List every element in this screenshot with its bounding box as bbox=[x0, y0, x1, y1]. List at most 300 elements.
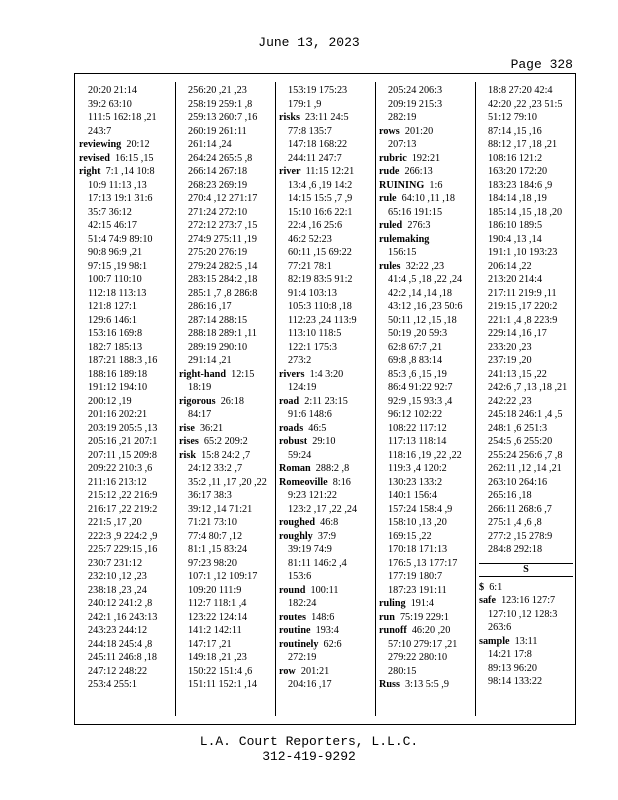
index-refs: 276:3 bbox=[402, 220, 431, 231]
index-entry bbox=[379, 611, 473, 625]
index-refs: 6:1 bbox=[484, 581, 503, 593]
index-refs-continued: 85:3 ,6 ,15 ,19 bbox=[388, 368, 447, 380]
index-column-2 bbox=[179, 84, 273, 692]
index-refs: 193:4 bbox=[310, 625, 339, 636]
index-refs-continued: 264:24 265:5 ,8 bbox=[188, 152, 253, 164]
index-term: road bbox=[279, 395, 300, 407]
index-refs: 1:6 bbox=[424, 179, 443, 191]
index-refs-continued: 51:12 79:10 bbox=[488, 112, 537, 123]
index-refs-continued: 82:19 83:5 91:2 bbox=[288, 274, 353, 285]
index-refs-continued: 263:10 264:16 bbox=[488, 476, 548, 488]
index-term: Russ bbox=[379, 679, 400, 690]
index-refs-continued: 230:7 231:12 bbox=[88, 557, 143, 569]
index-refs-continued: 207:13 bbox=[388, 139, 417, 150]
index-refs-continued: 9:23 121:22 bbox=[288, 490, 337, 501]
index-refs-continued: 244:11 247:7 bbox=[288, 152, 342, 164]
index-entry bbox=[379, 260, 473, 274]
index-refs-continued: 187:21 188:3 ,16 bbox=[88, 355, 158, 366]
index-term: rules bbox=[379, 260, 401, 272]
index-refs: 123:16 127:7 bbox=[495, 595, 556, 606]
index-entry bbox=[379, 597, 473, 611]
index-refs-continued: 62:8 67:7 ,21 bbox=[388, 341, 443, 353]
index-entry bbox=[279, 624, 373, 638]
index-term: rubric bbox=[379, 152, 407, 164]
index-refs-continued: 163:20 172:20 bbox=[488, 166, 548, 177]
index-refs-continued: 92:9 ,15 93:3 ,4 bbox=[388, 395, 453, 407]
index-refs-continued: 263:6 bbox=[488, 622, 512, 633]
index-refs-continued: 15:10 16:6 22:1 bbox=[288, 206, 353, 218]
index-refs-continued: 217:11 219:9 ,11 bbox=[488, 287, 557, 299]
index-refs: 266:13 bbox=[399, 166, 433, 177]
index-refs-continued: 147:18 168:22 bbox=[288, 139, 348, 150]
index-refs-continued: 42:15 46:17 bbox=[88, 220, 137, 231]
index-refs-continued: 184:14 ,18 ,19 bbox=[488, 193, 547, 204]
index-refs: 32:22 ,23 bbox=[400, 260, 445, 272]
index-refs-continued: 150:22 151:4 ,6 bbox=[188, 665, 253, 677]
index-refs: 65:2 209:2 bbox=[198, 436, 248, 447]
index-refs: 23:11 24:5 bbox=[299, 112, 349, 123]
index-refs-continued: 151:11 152:1 ,14 bbox=[188, 679, 257, 690]
index-refs-continued: 206:14 ,22 bbox=[488, 260, 532, 272]
index-refs-continued: 221:1 ,4 ,8 223:9 bbox=[488, 314, 558, 326]
index-term: rule bbox=[379, 193, 397, 204]
index-refs-continued: 179:1 ,9 bbox=[288, 98, 322, 110]
index-term: roads bbox=[279, 422, 304, 434]
index-refs-continued: 275:1 ,4 ,6 ,8 bbox=[488, 517, 542, 528]
index-refs-continued: 51:4 74:9 89:10 bbox=[88, 233, 153, 245]
index-refs-continued: 86:4 91:22 92:7 bbox=[388, 382, 453, 393]
index-refs-continued: 119:3 ,4 120:2 bbox=[388, 463, 447, 474]
index-entry bbox=[179, 422, 273, 436]
index-refs-continued: 77:21 78:1 bbox=[288, 260, 332, 272]
index-refs: 26:18 bbox=[215, 395, 244, 407]
index-refs-continued: 209:19 215:3 bbox=[388, 98, 443, 110]
index-refs-continued: 270:4 ,12 271:17 bbox=[188, 193, 258, 204]
index-refs-continued: 255:24 256:6 ,7 ,8 bbox=[488, 449, 563, 461]
index-refs-continued: 242:1 ,16 243:13 bbox=[88, 611, 158, 623]
index-entry bbox=[279, 530, 373, 544]
index-refs-continued: 211:16 213:12 bbox=[88, 476, 147, 488]
index-refs: 16:15 ,15 bbox=[109, 152, 154, 164]
index-refs-continued: 153:16 169:8 bbox=[88, 328, 143, 339]
index-refs-continued: 286:16 ,17 bbox=[188, 301, 232, 312]
header-date: June 13, 2023 bbox=[258, 35, 360, 50]
index-refs-continued: 254:5 ,6 255:20 bbox=[488, 436, 553, 447]
index-refs-continued: 107:1 ,12 109:17 bbox=[188, 571, 258, 582]
index-term: ruled bbox=[379, 220, 403, 231]
index-refs-continued: 283:15 284:2 ,18 bbox=[188, 274, 258, 285]
index-entry bbox=[379, 125, 473, 139]
index-term: risks bbox=[279, 112, 300, 123]
index-entry bbox=[279, 665, 373, 679]
column-divider bbox=[475, 82, 476, 716]
index-term: reviewing bbox=[79, 139, 122, 150]
index-refs-continued: 271:24 272:10 bbox=[188, 206, 248, 218]
index-refs-continued: 97:15 ,19 98:1 bbox=[88, 260, 148, 272]
index-refs: 15:8 24:2 ,7 bbox=[195, 449, 251, 461]
index-refs: 11:15 12:21 bbox=[300, 166, 355, 177]
index-refs-continued: 22:4 ,16 25:6 bbox=[288, 220, 343, 231]
index-entry bbox=[279, 368, 373, 382]
index-refs-continued: 112:18 113:13 bbox=[88, 287, 147, 299]
index-refs-continued: 213:20 214:4 bbox=[488, 274, 543, 285]
index-refs-continued: 98:14 133:22 bbox=[488, 676, 543, 687]
index-term: rude bbox=[379, 166, 400, 177]
index-refs-continued: 158:10 ,13 ,20 bbox=[388, 517, 447, 528]
index-refs-continued: 182:24 bbox=[288, 598, 317, 609]
index-refs-continued: 123:2 ,17 ,22 ,24 bbox=[288, 503, 358, 515]
index-refs-continued: 20:20 21:14 bbox=[88, 85, 137, 96]
index-refs: 1:4 3:20 bbox=[304, 368, 344, 380]
index-term: rises bbox=[179, 436, 199, 447]
index-refs-continued: 222:3 ,9 224:2 ,9 bbox=[88, 530, 158, 542]
index-refs-continued: 10:9 11:13 ,13 bbox=[88, 179, 147, 191]
index-term: rigorous bbox=[179, 395, 216, 407]
index-term: safe bbox=[479, 595, 496, 606]
index-refs-continued: 71:21 73:10 bbox=[188, 517, 237, 528]
index-refs-continued: 97:23 98:20 bbox=[188, 557, 237, 569]
index-refs: 46:20 ,20 bbox=[406, 625, 451, 636]
index-column-4 bbox=[379, 84, 473, 692]
index-refs-continued: 140:1 156:4 bbox=[388, 490, 437, 501]
index-entry bbox=[279, 611, 373, 625]
index-refs-continued: 273:2 bbox=[288, 355, 312, 366]
index-refs-continued: 121:8 127:1 bbox=[88, 301, 137, 312]
index-refs-continued: 242:22 ,23 bbox=[488, 395, 532, 407]
index-entry bbox=[379, 192, 473, 206]
footer-phone: 312-419-9292 bbox=[262, 749, 356, 764]
index-refs-continued: 169:15 ,22 bbox=[388, 530, 432, 542]
index-refs-continued: 177:19 180:7 bbox=[388, 571, 443, 582]
index-refs-continued: 238:18 ,23 ,24 bbox=[88, 584, 147, 596]
index-refs-continued: 209:22 210:3 ,6 bbox=[88, 463, 153, 474]
index-refs-continued: 277:2 ,15 278:9 bbox=[488, 530, 553, 542]
index-refs-continued: 266:14 267:18 bbox=[188, 166, 248, 177]
index-entry bbox=[79, 138, 173, 152]
index-refs-continued: 35:2 ,11 ,17 ,20 ,22 bbox=[188, 476, 267, 488]
index-refs: 191:4 bbox=[405, 598, 434, 609]
index-refs-continued: 188:16 189:18 bbox=[88, 368, 148, 380]
index-refs-continued: 187:23 191:11 bbox=[388, 584, 447, 596]
index-refs: 29:10 bbox=[307, 436, 336, 447]
index-refs-continued: 284:8 292:18 bbox=[488, 544, 543, 555]
index-term: round bbox=[279, 584, 306, 596]
index-refs-continued: 88:12 ,17 ,18 ,21 bbox=[488, 139, 558, 150]
index-term: revised bbox=[79, 152, 110, 164]
index-refs-continued: 109:20 111:9 bbox=[188, 584, 242, 596]
index-refs-continued: 59:24 bbox=[288, 449, 312, 461]
index-refs-continued: 259:13 260:7 ,16 bbox=[188, 112, 258, 123]
index-refs-continued: 90:8 96:9 ,21 bbox=[88, 247, 143, 258]
index-refs-continued: 112:23 ,24 113:9 bbox=[288, 314, 357, 326]
index-refs-continued: 108:22 117:12 bbox=[388, 422, 447, 434]
index-refs: 64:10 ,11 ,18 bbox=[396, 193, 456, 204]
index-refs-continued: 233:20 ,23 bbox=[488, 341, 532, 353]
index-refs-continued: 191:1 ,10 193:23 bbox=[488, 247, 558, 258]
index-refs: 36:21 bbox=[194, 422, 224, 434]
index-refs-continued: 65:16 191:15 bbox=[388, 206, 443, 218]
index-refs-continued: 42:2 ,14 ,14 ,18 bbox=[388, 287, 452, 299]
index-refs-continued: 241:13 ,15 ,22 bbox=[488, 368, 547, 380]
index-entry bbox=[279, 584, 373, 598]
index-refs-continued: 243:7 bbox=[88, 125, 112, 137]
index-refs-continued: 204:16 ,17 bbox=[288, 679, 332, 690]
index-refs-continued: 112:7 118:1 ,4 bbox=[188, 598, 247, 609]
index-refs: 288:2 ,8 bbox=[310, 463, 350, 474]
index-refs-continued: 247:12 248:22 bbox=[88, 665, 148, 677]
index-refs-continued: 157:24 158:4 ,9 bbox=[388, 503, 453, 515]
index-refs-continued: 185:14 ,15 ,18 ,20 bbox=[488, 206, 563, 218]
index-entry bbox=[379, 219, 473, 233]
index-entry bbox=[379, 165, 473, 179]
index-refs-continued: 77:8 135:7 bbox=[288, 125, 332, 137]
index-refs-continued: 50:11 ,12 ,15 ,18 bbox=[388, 314, 457, 326]
index-entry bbox=[379, 624, 473, 638]
index-refs-continued: 42:20 ,22 ,23 51:5 bbox=[488, 98, 563, 110]
index-refs-continued: 258:19 259:1 ,8 bbox=[188, 98, 253, 110]
index-entry bbox=[179, 449, 273, 463]
index-refs-continued: 39:12 ,14 71:21 bbox=[188, 503, 253, 515]
index-refs-continued: 243:23 244:12 bbox=[88, 625, 148, 636]
index-refs-continued: 46:2 52:23 bbox=[288, 233, 332, 245]
index-term: $ bbox=[479, 581, 485, 593]
index-entry bbox=[279, 462, 373, 476]
index-refs-continued: 43:12 ,16 ,23 50:6 bbox=[388, 301, 463, 312]
index-entry bbox=[179, 368, 273, 382]
index-refs-continued: 291:14 ,21 bbox=[188, 355, 232, 366]
index-entry bbox=[279, 165, 373, 179]
index-entry bbox=[279, 395, 373, 409]
index-term: run bbox=[379, 611, 395, 623]
index-refs-continued: 287:14 288:15 bbox=[188, 314, 248, 326]
index-refs-continued: 225:7 229:15 ,16 bbox=[88, 544, 158, 555]
index-column-3 bbox=[279, 84, 373, 692]
index-refs-continued: 153:19 175:23 bbox=[288, 85, 348, 96]
index-refs: 7:1 ,14 10:8 bbox=[100, 166, 155, 177]
index-refs-continued: 108:16 121:2 bbox=[488, 152, 543, 164]
index-term: roughly bbox=[279, 530, 313, 542]
index-refs-continued: 272:12 273:7 ,15 bbox=[188, 220, 258, 231]
column-divider bbox=[175, 82, 176, 716]
index-entry bbox=[279, 435, 373, 449]
index-refs-continued: 182:7 185:13 bbox=[88, 341, 143, 353]
index-entry bbox=[179, 435, 273, 449]
index-refs-continued: 39:19 74:9 bbox=[288, 544, 332, 555]
index-refs-continued: 118:16 ,19 ,22 ,22 bbox=[388, 449, 462, 461]
index-refs-continued: 275:20 276:19 bbox=[188, 247, 248, 258]
index-refs-continued: 81:11 146:2 ,4 bbox=[288, 557, 347, 569]
column-divider bbox=[375, 82, 376, 716]
index-refs-continued: 17:13 19:1 31:6 bbox=[88, 193, 153, 204]
index-refs-continued: 261:14 ,24 bbox=[188, 139, 232, 150]
index-term: river bbox=[279, 166, 301, 177]
index-refs-continued: 240:12 241:2 ,8 bbox=[88, 598, 153, 609]
index-refs-continued: 244:18 245:4 ,8 bbox=[88, 638, 153, 650]
index-refs-continued: 77:4 80:7 ,12 bbox=[188, 530, 243, 542]
index-refs-continued: 18:19 bbox=[188, 382, 212, 393]
index-refs-continued: 232:10 ,12 ,23 bbox=[88, 571, 147, 582]
index-entry bbox=[79, 152, 173, 166]
column-divider bbox=[275, 82, 276, 716]
index-refs-continued: 122:1 175:3 bbox=[288, 341, 337, 353]
index-refs: 2:11 23:15 bbox=[299, 395, 348, 407]
index-refs-continued: 280:15 bbox=[388, 665, 417, 677]
index-refs-continued: 186:10 189:5 bbox=[488, 220, 543, 231]
index-refs-continued: 183:23 184:6 ,9 bbox=[488, 179, 553, 191]
index-term: roughed bbox=[279, 517, 316, 528]
index-refs-continued: 265:16 ,18 bbox=[488, 490, 532, 501]
index-refs-continued: 282:19 bbox=[388, 112, 417, 123]
index-refs-continued: 105:3 110:8 ,18 bbox=[288, 301, 352, 312]
section-letter: S bbox=[479, 563, 573, 577]
index-term: routes bbox=[279, 611, 306, 623]
index-refs-continued: 39:2 63:10 bbox=[88, 98, 132, 110]
index-entry bbox=[479, 594, 573, 608]
index-refs-continued: 18:8 27:20 42:4 bbox=[488, 85, 553, 96]
index-refs-continued: 81:1 ,15 83:24 bbox=[188, 544, 248, 555]
index-refs: 62:6 bbox=[318, 638, 342, 650]
index-entry bbox=[279, 516, 373, 530]
index-refs-continued: 203:19 205:5 ,13 bbox=[88, 422, 158, 434]
index-refs-continued: 57:10 279:17 ,21 bbox=[388, 638, 458, 650]
index-refs-continued: 153:6 bbox=[288, 571, 312, 582]
index-refs: 12:15 bbox=[226, 368, 255, 380]
index-refs-continued: 268:23 269:19 bbox=[188, 179, 248, 191]
index-refs-continued: 91:4 103:13 bbox=[288, 287, 337, 299]
index-refs-continued: 117:13 118:14 bbox=[388, 436, 447, 447]
index-refs-continued: 245:11 246:8 ,18 bbox=[88, 652, 157, 663]
index-refs-continued: 288:18 289:1 ,11 bbox=[188, 328, 257, 339]
header-page-number: Page 328 bbox=[510, 57, 573, 72]
index-refs-continued: 14:21 17:8 bbox=[488, 649, 532, 660]
index-refs-continued: 130:23 133:2 bbox=[388, 476, 443, 488]
index-refs: 46:8 bbox=[315, 517, 339, 528]
index-refs-continued: 36:17 38:3 bbox=[188, 490, 232, 501]
index-term: Romeoville bbox=[279, 476, 328, 488]
index-refs-continued: 237:19 ,20 bbox=[488, 355, 532, 366]
index-entry bbox=[379, 678, 473, 692]
index-refs-continued: 96:12 102:22 bbox=[388, 409, 443, 420]
index-entry bbox=[179, 395, 273, 409]
index-refs-continued: 221:5 ,17 ,20 bbox=[88, 517, 142, 528]
index-refs-continued: 245:18 246:1 ,4 ,5 bbox=[488, 409, 563, 420]
index-refs-continued: 141:2 142:11 bbox=[188, 625, 242, 636]
index-entry bbox=[479, 581, 573, 595]
index-refs-continued: 205:16 ,21 207:1 bbox=[88, 436, 158, 447]
index-refs-continued: 260:19 261:11 bbox=[188, 125, 247, 137]
index-refs-continued: 24:12 33:2 ,7 bbox=[188, 463, 243, 474]
index-entry bbox=[379, 233, 473, 247]
index-entry bbox=[79, 165, 173, 179]
index-refs-continued: 129:6 146:1 bbox=[88, 314, 137, 326]
index-refs-continued: 215:12 ,22 216:9 bbox=[88, 490, 158, 501]
index-term: sample bbox=[479, 635, 510, 647]
index-refs-continued: 89:13 96:20 bbox=[488, 662, 537, 674]
footer-company: L.A. Court Reporters, L.L.C. bbox=[199, 734, 419, 749]
index-refs-continued: 285:1 ,7 ,8 286:8 bbox=[188, 287, 258, 299]
index-refs: 13:11 bbox=[509, 635, 538, 647]
index-refs-continued: 256:20 ,21 ,23 bbox=[188, 85, 247, 96]
index-refs-continued: 201:16 202:21 bbox=[88, 409, 148, 420]
index-refs: 46:5 bbox=[303, 422, 327, 434]
index-refs-continued: 35:7 36:12 bbox=[88, 206, 132, 218]
index-term: RUINING bbox=[379, 179, 425, 191]
index-term: Roman bbox=[279, 463, 311, 474]
index-refs: 75:19 229:1 bbox=[394, 611, 449, 623]
index-refs-continued: 229:14 ,16 ,17 bbox=[488, 328, 547, 339]
index-refs-continued: 272:19 bbox=[288, 652, 317, 663]
index-refs-continued: 207:11 ,15 209:8 bbox=[88, 449, 157, 461]
index-refs-continued: 113:10 118:5 bbox=[288, 328, 342, 339]
index-refs-continued: 147:17 ,21 bbox=[188, 638, 232, 650]
index-entry bbox=[279, 422, 373, 436]
index-term: rulemaking bbox=[379, 233, 430, 245]
index-refs-continued: 156:15 bbox=[388, 247, 417, 258]
index-term: rivers bbox=[279, 368, 305, 380]
index-refs: 37:9 bbox=[312, 530, 336, 542]
index-refs: 201:21 bbox=[295, 665, 330, 677]
index-refs: 148:6 bbox=[305, 611, 335, 623]
index-refs-continued: 219:15 ,17 220:2 bbox=[488, 301, 558, 312]
index-refs-continued: 274:9 275:11 ,19 bbox=[188, 233, 257, 245]
index-refs-continued: 253:4 255:1 bbox=[88, 679, 137, 690]
index-term: rows bbox=[379, 125, 400, 137]
index-entry bbox=[279, 111, 373, 125]
index-refs: 192:21 bbox=[406, 152, 441, 164]
index-refs-continued: 41:4 ,5 ,18 ,22 ,24 bbox=[388, 274, 463, 285]
index-refs-continued: 200:12 ,19 bbox=[88, 395, 132, 407]
index-refs-continued: 279:24 282:5 ,14 bbox=[188, 260, 258, 272]
index-refs: 20:12 bbox=[121, 139, 150, 150]
index-column-1 bbox=[79, 84, 173, 692]
index-term: routine bbox=[279, 625, 311, 636]
index-refs-continued: 205:24 206:3 bbox=[388, 85, 443, 96]
index-refs-continued: 13:4 ,6 ,19 14:2 bbox=[288, 179, 353, 191]
index-refs-continued: 242:6 ,7 ,13 ,18 ,21 bbox=[488, 382, 568, 393]
index-term: ruling bbox=[379, 598, 406, 609]
index-refs-continued: 111:5 162:18 ,21 bbox=[88, 112, 157, 123]
index-refs-continued: 266:11 268:6 ,7 bbox=[488, 503, 552, 515]
index-refs-continued: 14:15 15:5 ,7 ,9 bbox=[288, 193, 353, 204]
index-term: rise bbox=[179, 422, 195, 434]
index-term: right bbox=[79, 166, 101, 177]
index-refs-continued: 170:18 171:13 bbox=[388, 544, 448, 555]
index-refs-continued: 87:14 ,15 ,16 bbox=[488, 125, 542, 137]
index-term: row bbox=[279, 665, 296, 677]
index-refs-continued: 50:19 ,20 59:3 bbox=[388, 328, 448, 339]
index-refs-continued: 69:8 ,8 83:14 bbox=[388, 355, 443, 366]
index-term: risk bbox=[179, 449, 196, 461]
index-refs-continued: 279:22 280:10 bbox=[388, 652, 448, 663]
index-entry bbox=[279, 638, 373, 652]
index-refs-continued: 149:18 ,21 ,23 bbox=[188, 652, 247, 663]
index-refs-continued: 84:17 bbox=[188, 409, 212, 420]
index-term: robust bbox=[279, 436, 308, 447]
index-refs-continued: 262:11 ,12 ,14 ,21 bbox=[488, 463, 562, 474]
index-refs-continued: 191:12 194:10 bbox=[88, 382, 148, 393]
index-entry bbox=[279, 476, 373, 490]
index-entry bbox=[379, 179, 473, 193]
index-refs-continued: 190:4 ,13 ,14 bbox=[488, 233, 542, 245]
index-refs-continued: 216:17 ,22 219:2 bbox=[88, 503, 158, 515]
index-refs-continued: 124:19 bbox=[288, 382, 317, 393]
index-refs-continued: 176:5 ,13 177:17 bbox=[388, 557, 458, 569]
index-entry bbox=[379, 152, 473, 166]
index-refs: 8:16 bbox=[327, 476, 351, 488]
index-term: routinely bbox=[279, 638, 319, 650]
index-refs-continued: 60:11 ,15 69:22 bbox=[288, 247, 352, 258]
index-refs-continued: 91:6 148:6 bbox=[288, 409, 332, 420]
